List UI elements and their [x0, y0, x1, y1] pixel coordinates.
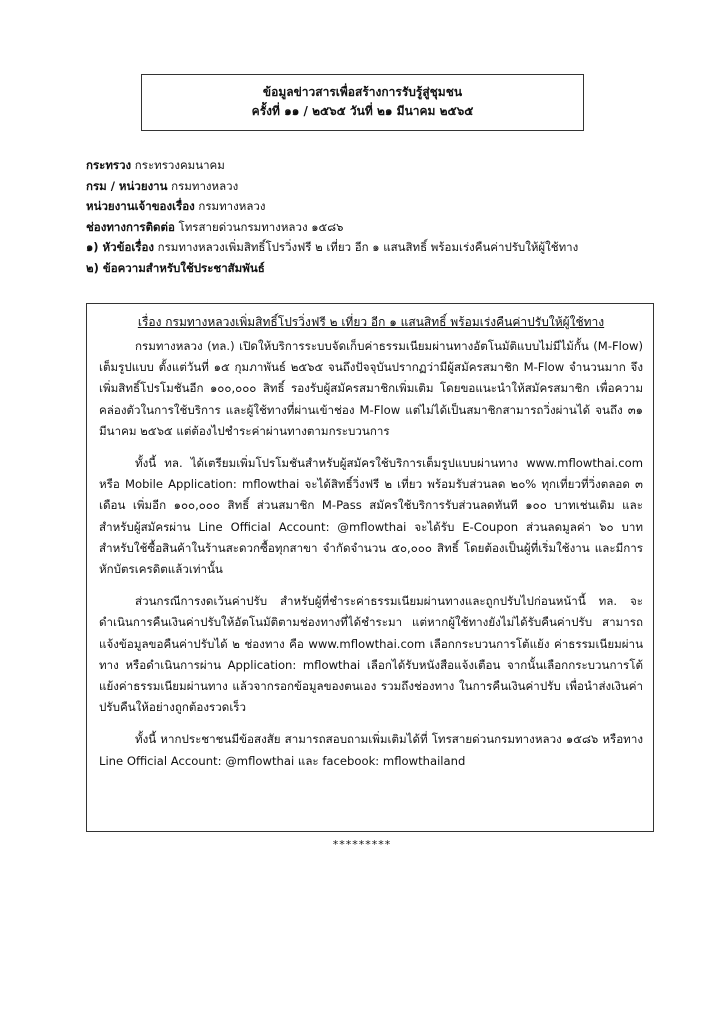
news-paragraph-4: ทั้งนี้ หากประชาชนมีข้อสงสัย สามารถสอบถามเพิ่มเติมได้ที่ โทรสายด่วนกรมทางหลวง ๑๕๘๖ หรือทาง Line Official Account: @mflowthai และ facebook: mflowthailand: [99, 732, 643, 768]
news-title: เรื่อง กรมทางหลวงเพิ่มสิทธิ์โปรวิ่งฟรี ๒ เที่ยว อีก ๑ แสนสิทธิ์ พร้อมเร่งคืนค่าปรับให้ผู้ใช้ทาง: [137, 315, 605, 329]
end-marker: *********: [332, 838, 392, 851]
meta-ministry-key: กระทรวง: [86, 158, 132, 172]
meta-department-value: กรมทางหลวง: [167, 178, 239, 193]
meta-topic: [86, 237, 646, 258]
meta-pr-message: [86, 258, 646, 279]
header-box: [141, 74, 584, 131]
news-paragraph-1: กรมทางหลวง (ทล.) เปิดให้บริการระบบจัดเก็บค่าธรรมเนียมผ่านทางอัตโนมัติแบบไม่มีไม้กั้น (M-Flow) เต็มรูปแบบ ตั้งแต่วันที่ ๑๕ กุมภาพันธ์ ๒๕๖๕ จนถึงปัจจุบันปรากฏว่ามีผู้สมัครสมาชิก M-Flow จำนวนมาก จึงเพิ่มสิทธิ์โปรโมชันอีก ๑๐๐,๐๐๐ สิทธิ์ รองรับผู้สมัครสมาชิกเพิ่มเติม โดยขอแนะนำให้สมัครสมาชิก เพื่อความคล่องตัวในการใช้บริการ และผู้ใช้ทางที่ผ่านเข้าช่อง M-Flow แต่ไม่ได้เป็นสมาชิกสามารถวิ่งผ่านได้ จนถึง ๓๑ มีนาคม ๒๕๖๕ แต่ต้องไปชำระค่าผ่านทางตามกระบวนการ: [99, 339, 643, 438]
meta-pr-message-key: ๒) ข้อความสำหรับใช้ประชาสัมพันธ์: [86, 260, 265, 275]
news-paragraph-3: ส่วนกรณีการงดเว้นค่าปรับ สำหรับผู้ที่ชำระค่าธรรมเนียมผ่านทางและถูกปรับไปก่อนหน้านี้ ทล. จะดำเนินการคืนเงินค่าปรับให้อัตโนมัติตามช่องทางที่ได้ชำระมา แต่หากผู้ใช้ทางยังไม่ได้รับคืนค่าปรับ สามารถแจ้งข้อมูลขอคืนค่าปรับได้ ๒ ช่องทาง คือ www.mflowthai.com เลือกกระบวนการโต้แย้ง ค่าธรรมเนียมผ่านทาง หรือดำเนินการผ่าน Application: mflowthai เลือกได้รับหนังสือแจ้งเตือน จากนั้นเลือกกระบวนการโต้แย้งค่าธรรมเนียมผ่านทาง แล้วจากรอกข้อมูลของตนเอง รวมถึงช่องทาง ในการคืนเงินค่าปรับ เพื่อนำส่งเงินค่าปรับคืนให้อย่างถูกต้องรวดเร็ว: [99, 594, 643, 715]
meta-department-key: กรม / หน่วยงาน: [86, 178, 168, 193]
header-subtitle: ครั้งที่ ๑๑ / ๒๕๖๕ วันที่ ๒๑ มีนาคม ๒๕๖๕: [251, 104, 474, 118]
meta-owner-key: หน่วยงานเจ้าของเรื่อง: [86, 199, 195, 213]
meta-topic-value: กรมทางหลวงเพิ่มสิทธิ์โปรวิ่งฟรี ๒ เที่ยว อีก ๑ แสนสิทธิ์ พร้อมเร่งคืนค่าปรับให้ผู้ใช้ทาง: [154, 240, 579, 254]
meta-contact: [86, 217, 646, 238]
meta-topic-key: ๑) หัวข้อเรื่อง: [86, 240, 154, 254]
meta-owner: [86, 196, 646, 217]
news-content-box: [86, 303, 654, 832]
meta-section: [86, 155, 646, 278]
meta-contact-key: ช่องทางการติดต่อ: [86, 219, 175, 234]
header-title: ข้อมูลข่าวสารเพื่อสร้างการรับรู้สู่ชุมชน: [262, 85, 463, 99]
meta-ministry-value: กระทรวงคมนาคม: [131, 158, 225, 172]
meta-department: [86, 176, 646, 197]
news-paragraph-2: ทั้งนี้ ทล. ได้เตรียมเพิ่มโปรโมชันสำหรับผู้สมัครใช้บริการเต็มรูปแบบผ่านทาง www.mflowthai.com หรือ Mobile Application: mflowthai จะได้สิทธิ์วิ่งฟรี ๒ เที่ยว พร้อมรับส่วนลด ๒๐% ทุกเที่ยวที่วิ่งตลอด ๓ เดือน เพิ่มอีก ๑๐๐,๐๐๐ สิทธิ์ ส่วนสมาชิก M-Pass สมัครใช้บริการรับส่วนลดทันที ๑๐๐ บาทเช่นเดิม และสำหรับผู้สมัครผ่าน Line Official Account: @mflowthai จะได้รับ E-Coupon ส่วนลดมูลค่า ๖๐ บาท สำหรับใช้ซื้อสินค้าในร้านสะดวกซื้อทุกสาขา จำกัดจำนวน ๕๐,๐๐๐ สิทธิ์ โดยต้องเป็นผู้ที่เริ่มใช้งาน และมีการหักบัตรเครดิตแล้วเท่านั้น: [99, 456, 643, 577]
meta-ministry: [86, 155, 646, 176]
meta-owner-value: กรมทางหลวง: [194, 199, 266, 213]
meta-contact-value: โทรสายด่วนกรมทางหลวง ๑๕๘๖: [174, 219, 344, 234]
